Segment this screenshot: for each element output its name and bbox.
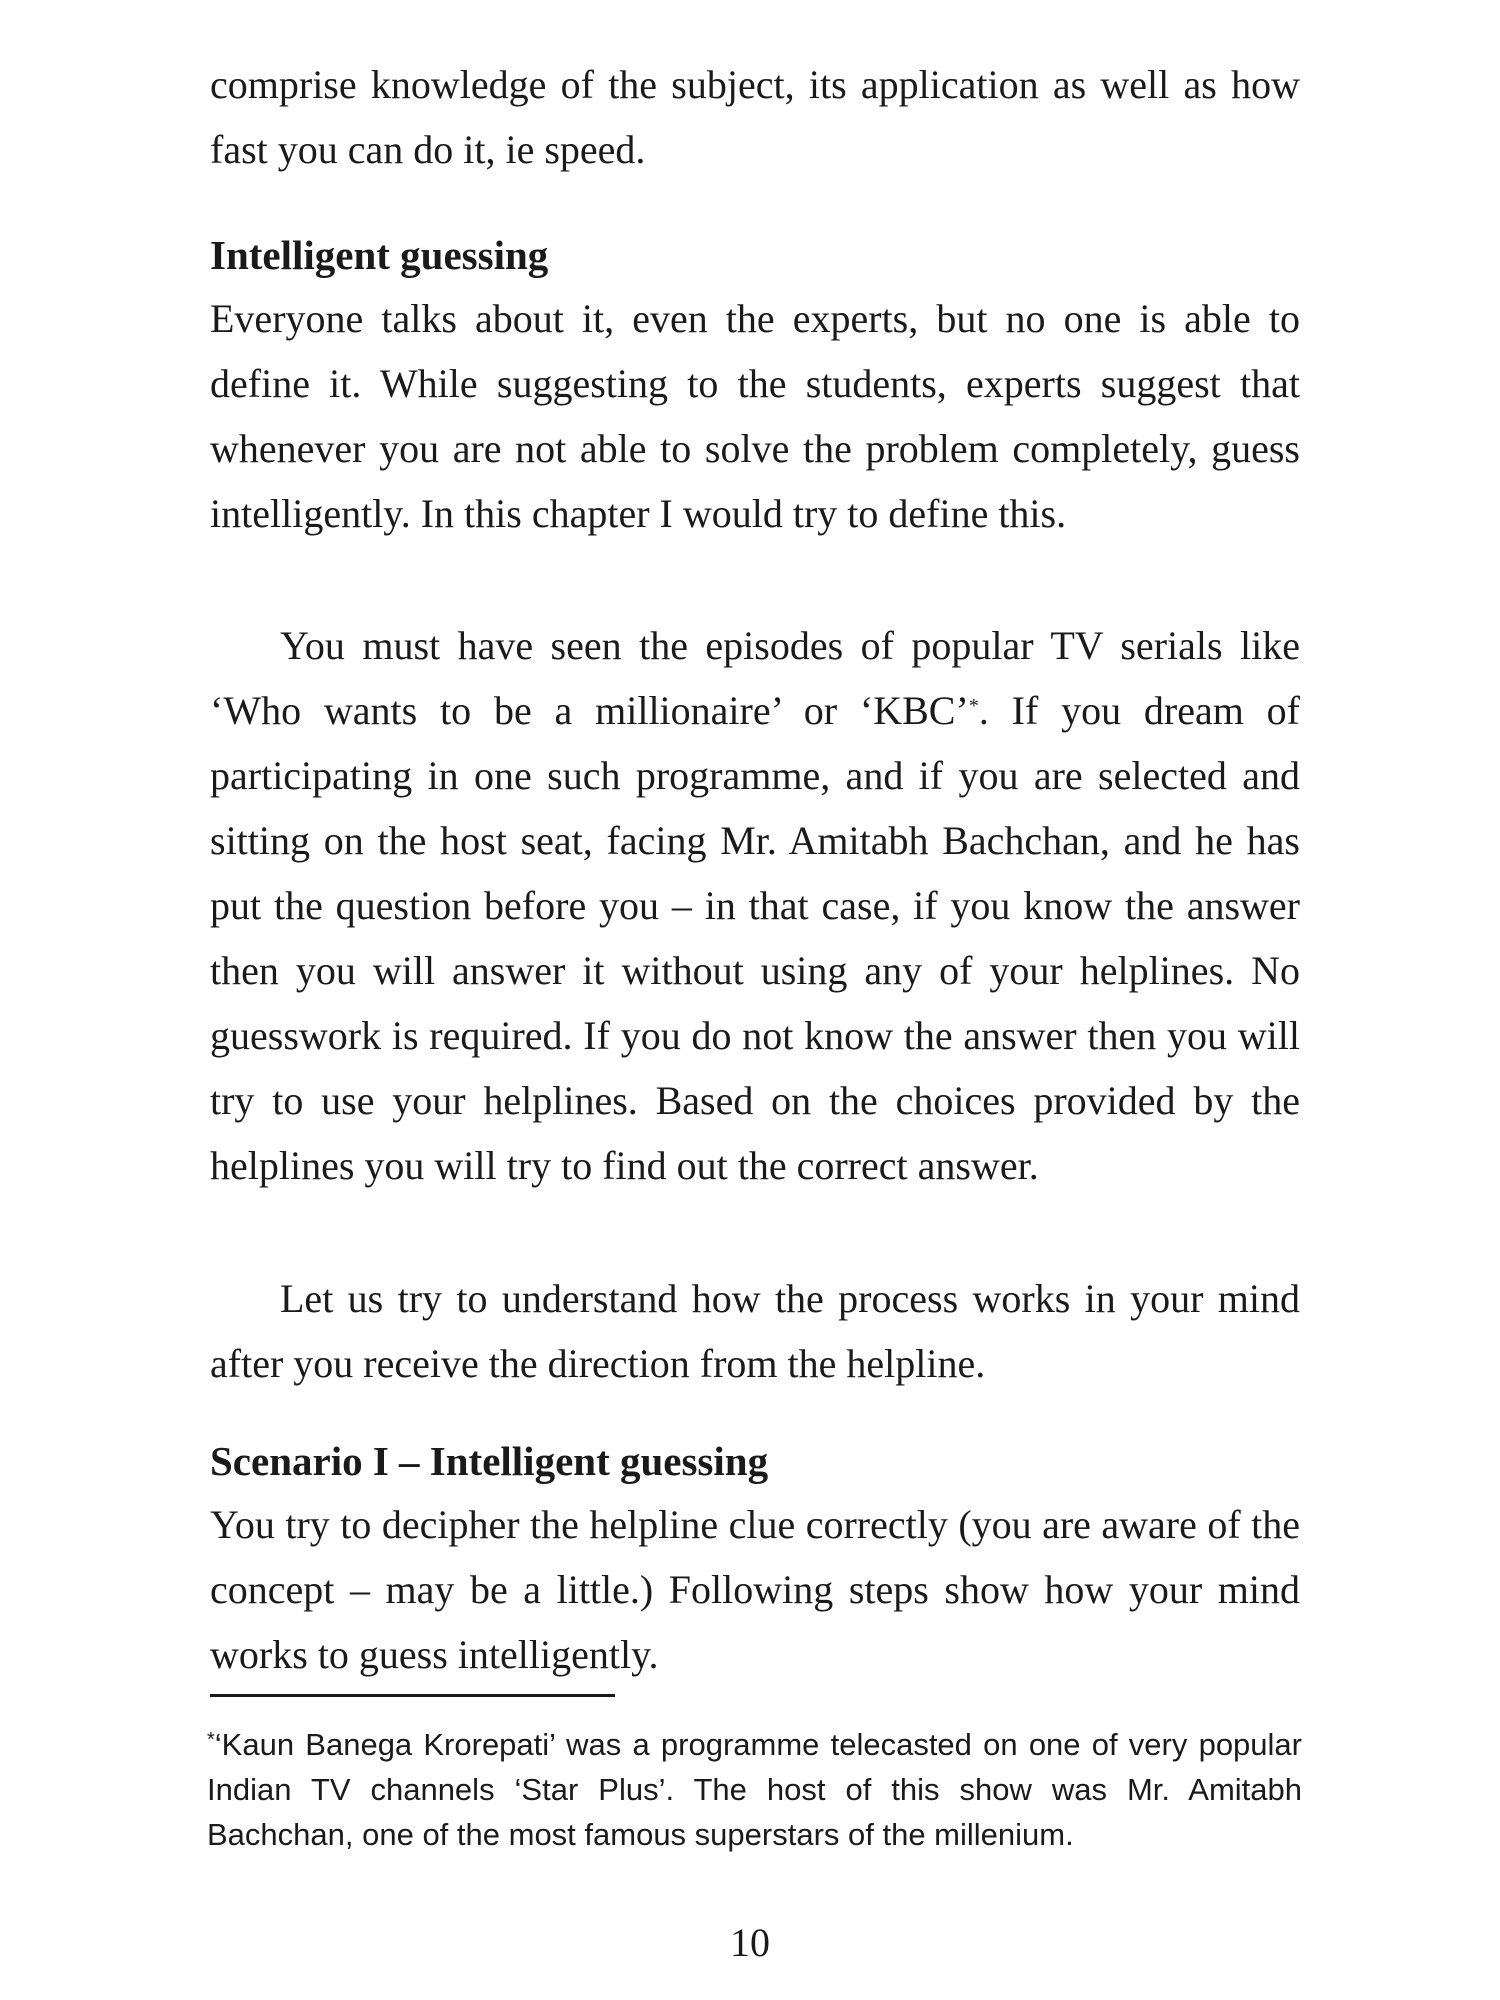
section1-paragraph-2 xyxy=(210,613,1300,1198)
section1-paragraph-1: Everyone talks about it, even the experts, but no one is able to define it. While suggesting to the students, experts suggest that whenever you are not able to solve the problem completely, guess intelligently. In this chapter I would try to define this. xyxy=(210,296,1300,536)
footnote-reference-mark: * xyxy=(968,695,979,717)
section-heading-scenario-1: Scenario I – Intelligent guessing xyxy=(210,1438,769,1484)
section2-paragraph-1: You try to decipher the helpline clue correctly (you are aware of the concept – may be a little.) Following steps show how your mind works to guess intelligently. xyxy=(210,1502,1300,1677)
footnote-divider xyxy=(210,1694,615,1697)
section-heading-intelligent-guessing: Intelligent guessing xyxy=(210,232,549,278)
footnote-mark: * xyxy=(207,1729,215,1751)
intro-continuation-paragraph: comprise knowledge of the subject, its application as well as how fast you can do it, ie speed. xyxy=(210,62,1300,172)
footnote-text: ‘Kaun Banega Krorepati’ was a programme telecasted on one of very popular Indian TV channels ‘Star Plus’. The host of this show was Mr. Amitabh Bachchan, one of the most famous superstars of the millenium. xyxy=(207,1727,1302,1852)
section1-paragraph-2-rest: . If you dream of participating in one such programme, and if you are selected and sitting on the host seat, facing Mr. Amitabh Bachchan, and he has put the question before you – in that case, if you know the answer then you will answer it without using any of your helplines. No guesswork is required. If you do not know the answer then you will try to use your helplines. Based on the choices provided by the helplines you will try to find out the correct answer. xyxy=(210,688,1300,1188)
section1-paragraph-2-start: You must have seen the episodes of popular TV serials like ‘Who wants to be a millionaire’ or ‘KBC’ xyxy=(210,623,1300,733)
page-number: 10 xyxy=(730,1920,770,1965)
footnote xyxy=(207,1722,1302,1857)
section1-paragraph-3: Let us try to understand how the process works in your mind after you receive the direction from the helpline. xyxy=(210,1276,1300,1386)
